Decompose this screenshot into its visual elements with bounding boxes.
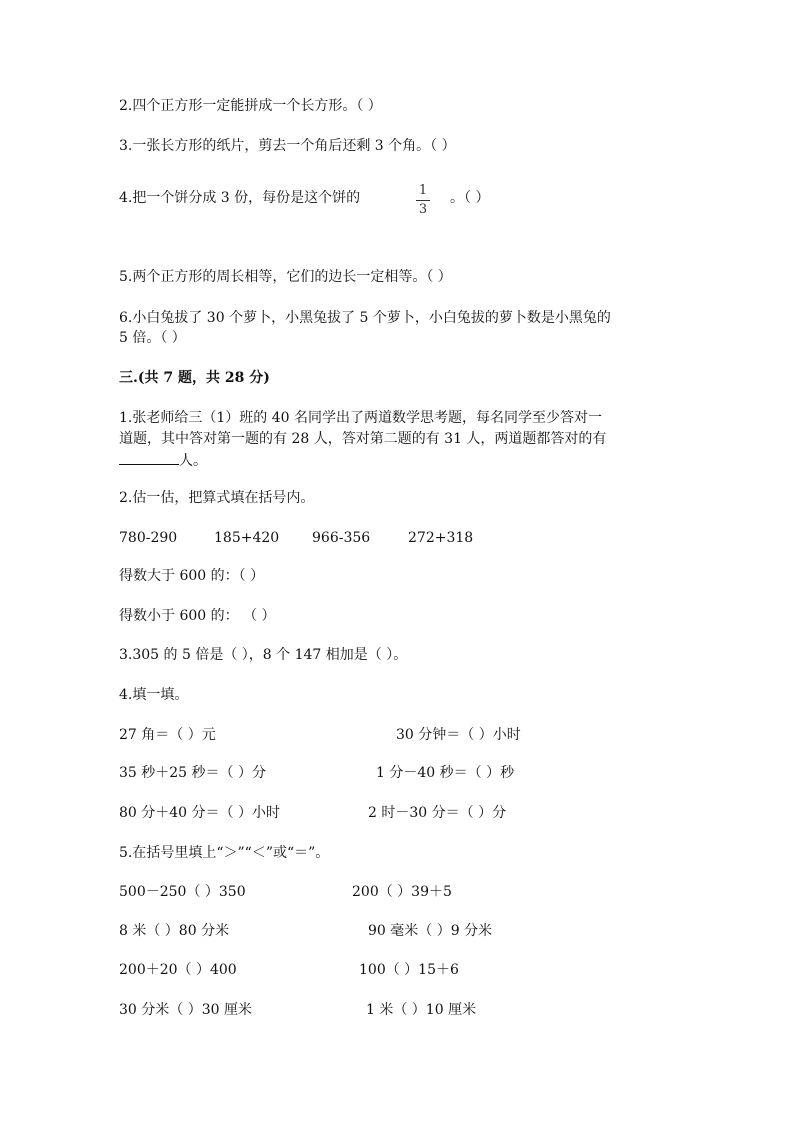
judgement-question-6-line2: 5 倍。（ ） [119,330,186,346]
expression: 185+420 [214,530,280,546]
fill-question-1-suffix: 人。 [179,453,207,469]
judgement-question-2: 2.四个正方形一定能拼成一个长方形。（ ） [119,98,382,114]
expression: 966-356 [312,530,371,546]
fraction-one-third [416,184,430,217]
comparison-item: 8 米（ ）80 分米 [119,923,230,939]
expression: 272+318 [408,530,474,546]
comparison-item: 500－250（ ）350 [119,884,246,900]
expression: 780-290 [119,530,178,546]
fill-question-1-line2: 道题，其中答对第一题的有 28 人，答对第二题的有 31 人，两道题都答对的有 [119,431,607,447]
fill-question-5-title: 5.在括号里填上“＞”“＜”或“＝”。 [119,845,330,861]
question-4-suffix: 。（ ） [450,190,490,206]
conversion-item: 2 时－30 分＝（ ）分 [368,805,507,821]
fraction-numerator: 1 [418,183,428,198]
comparison-item: 30 分米（ ）30 厘米 [119,1002,252,1018]
comparison-item: 200＋20（ ）400 [119,962,237,978]
conversion-item: 30 分钟＝（ ）小时 [396,727,521,743]
fill-question-3: 3.305 的 5 倍是（ ），8 个 147 相加是（ ）。 [119,647,408,663]
conversion-item: 80 分＋40 分＝（ ）小时 [119,805,280,821]
comparison-item: 90 毫米（ ）9 分米 [368,923,493,939]
fraction-denominator: 3 [418,202,428,217]
judgement-question-4 [119,188,360,208]
comparison-item: 100（ ）15＋6 [359,962,459,978]
conversion-item: 35 秒＋25 秒＝（ ）分 [119,765,266,781]
judgement-question-6-line1: 6.小白兔拔了 30 个萝卜，小黑兔拔了 5 个萝卜，小白兔拔的萝卜数是小黑兔的 [119,310,611,326]
section-heading: 三.(共 7 题，共 28 分) [119,370,270,386]
greater-than-600-row: 得数大于 600 的：（ ） [119,568,265,584]
question-4-text: 4.把一个饼分成 3 份，每份是这个饼的 [119,190,361,206]
fill-question-1-line3 [119,450,207,471]
answer-blank[interactable] [119,450,179,465]
judgement-question-3: 3.一张长方形的纸片，剪去一个角后还剩 3 个角。（ ） [119,138,456,154]
less-than-600-row: 得数小于 600 的： （ ） [119,608,276,624]
fill-question-4-title: 4.填一填。 [119,687,189,703]
conversion-item: 1 分－40 秒＝（ ）秒 [376,765,515,781]
comparison-item: 1 米（ ）10 厘米 [366,1002,477,1018]
judgement-question-5: 5.两个正方形的周长相等，它们的边长一定相等。（ ） [119,269,452,285]
conversion-item: 27 角＝（ ）元 [119,727,216,743]
fill-question-1-line1: 1.张老师给三（1）班的 40 名同学出了两道数学思考题，每名同学至少答对一 [119,410,602,426]
fill-question-2-title: 2.估一估，把算式填在括号内。 [119,490,315,506]
fraction-bar [416,200,430,201]
comparison-item: 200（ ）39＋5 [352,884,452,900]
